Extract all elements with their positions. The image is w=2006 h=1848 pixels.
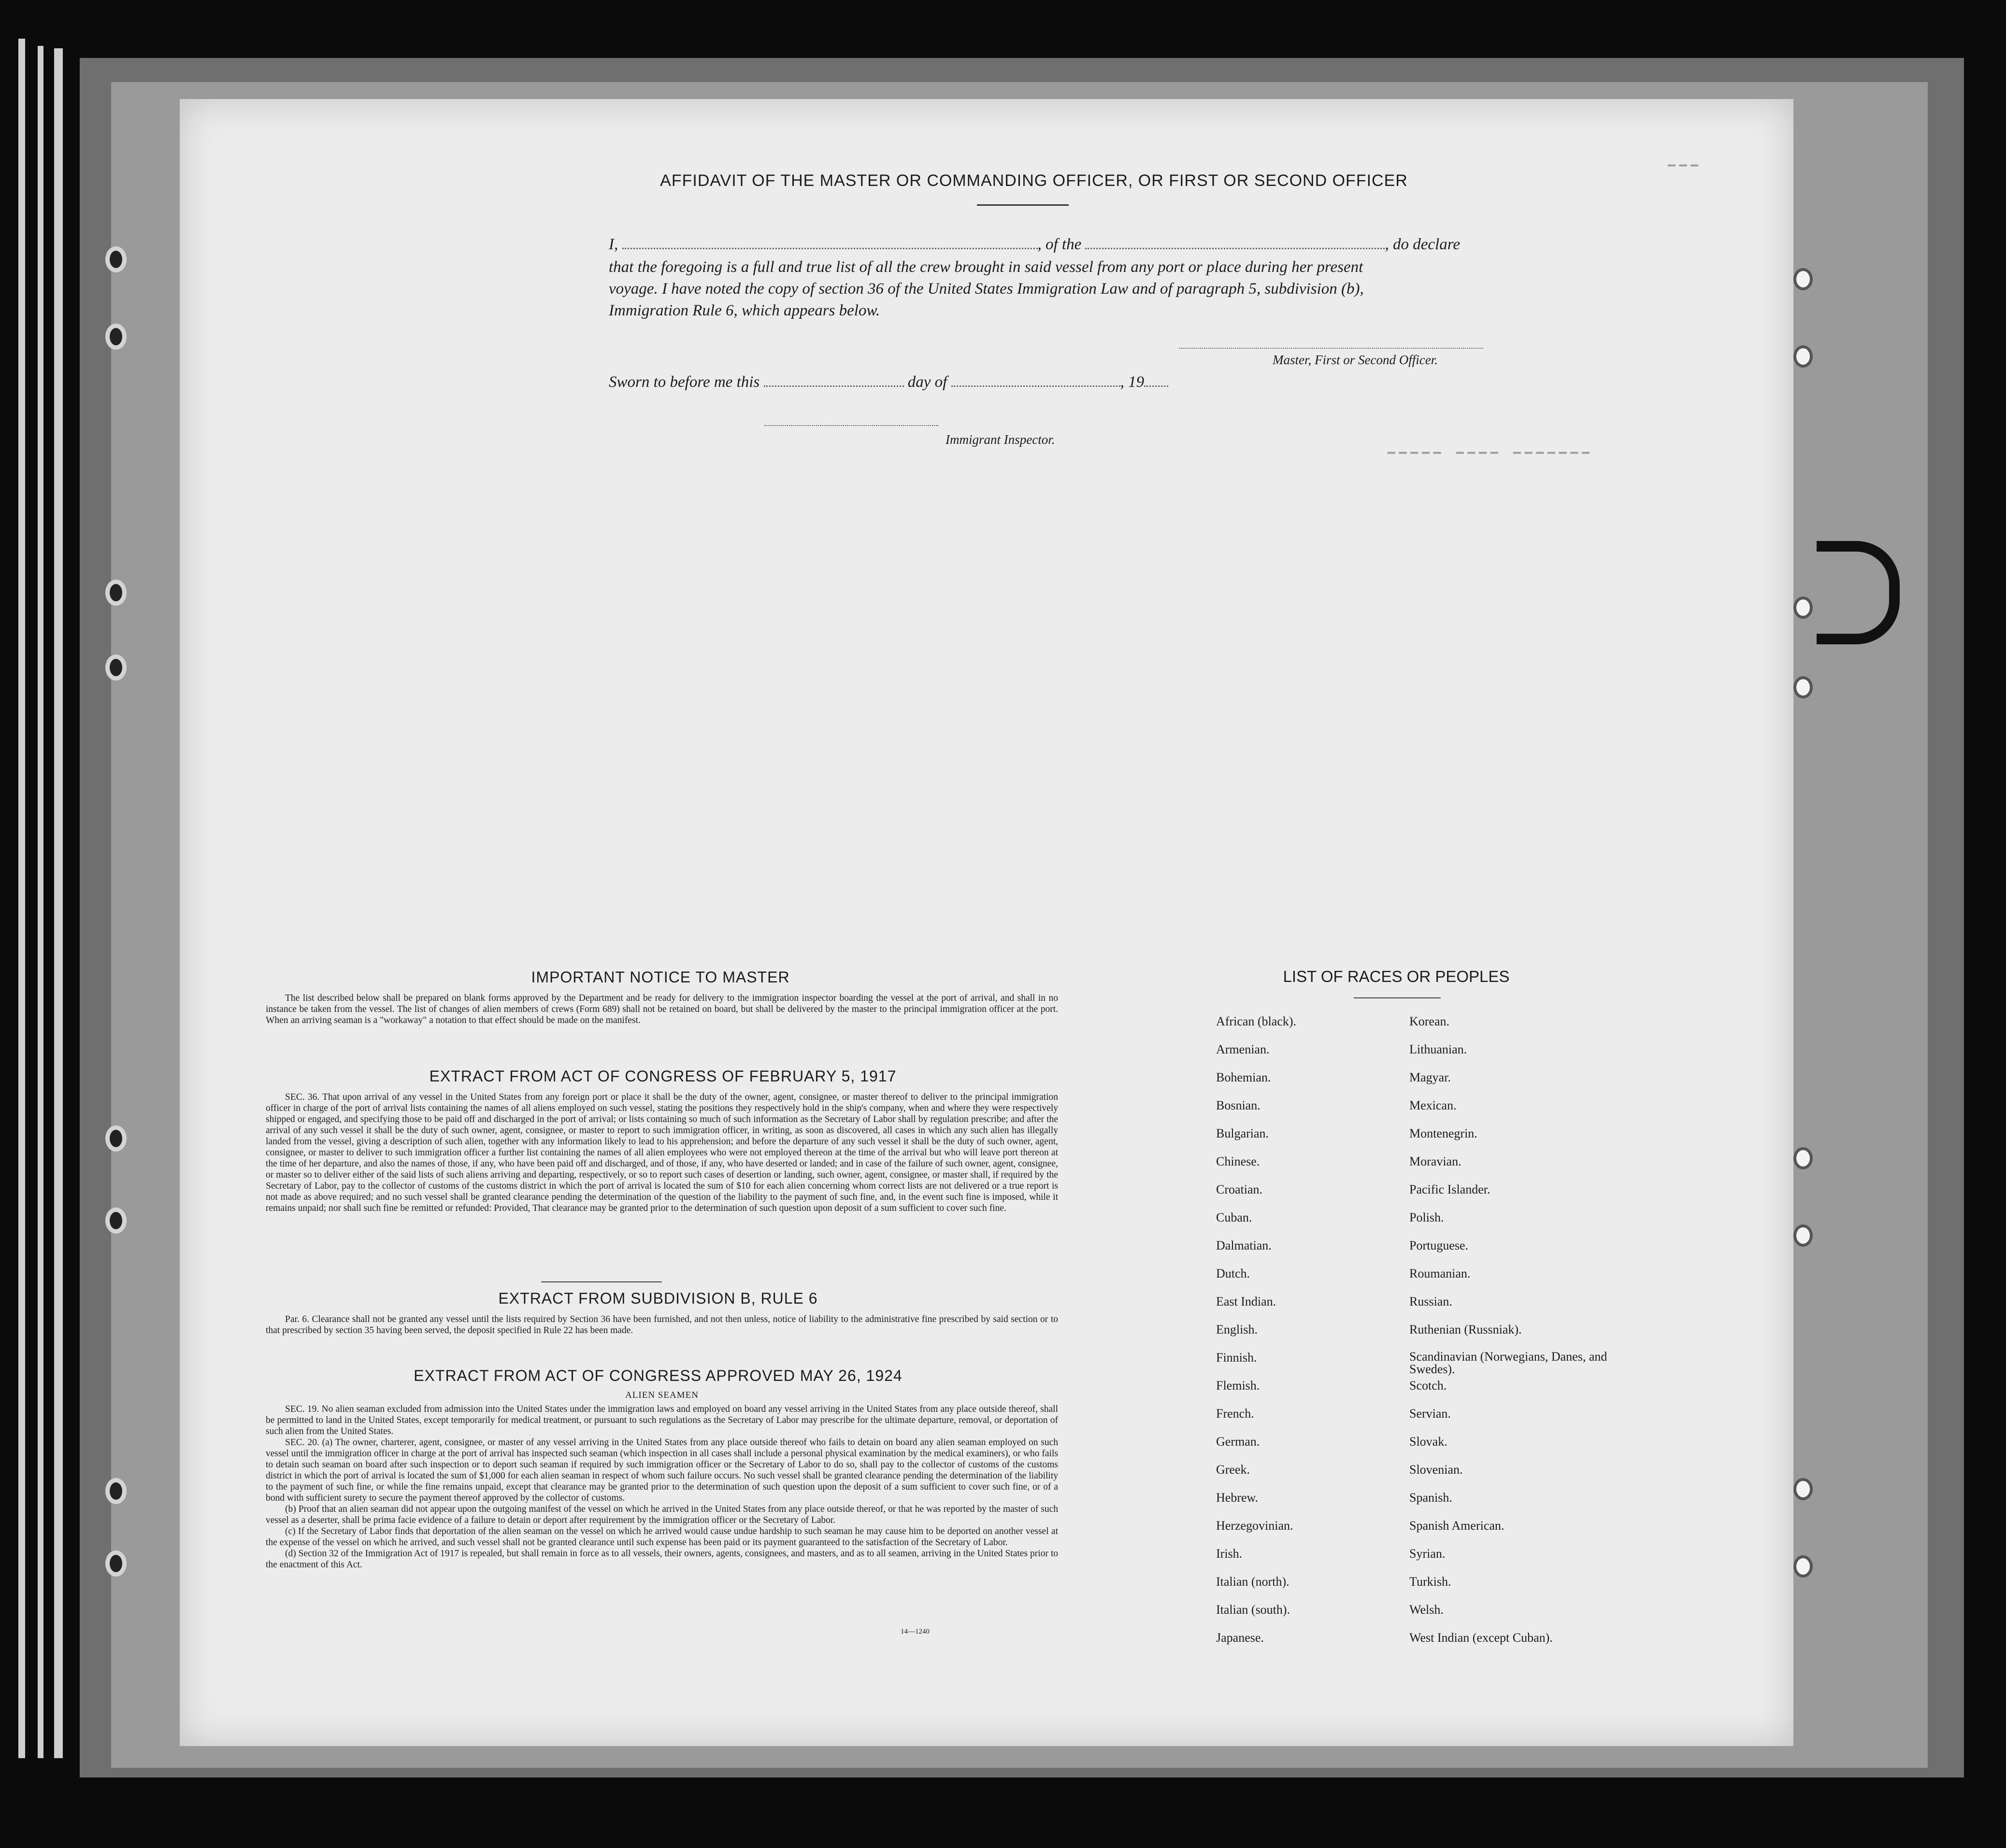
race-item: Croatian. [1216, 1182, 1263, 1196]
binder-hole [105, 1550, 127, 1577]
punch-hole [1793, 1478, 1813, 1500]
notice-text [266, 993, 1058, 1026]
race-item: Korean. [1409, 1014, 1450, 1028]
notice-heading: IMPORTANT NOTICE TO MASTER [531, 968, 790, 986]
races-heading-rule [1354, 997, 1441, 998]
inspector-signature-label: Immigrant Inspector. [946, 432, 1055, 447]
race-item: African (black). [1216, 1014, 1297, 1028]
race-item: Bosnian. [1216, 1098, 1261, 1112]
race-item: Herzegovinian. [1216, 1519, 1293, 1533]
name-blank [622, 248, 1038, 249]
race-item: Ruthenian (Russniak). [1409, 1322, 1522, 1336]
master-signature-line [1179, 348, 1483, 349]
race-item: Italian (south). [1216, 1603, 1290, 1617]
title-rule [977, 204, 1069, 206]
inspector-signature-line [764, 425, 938, 426]
year-blank [1144, 385, 1168, 387]
punch-hole [1793, 345, 1813, 368]
act-1924-sec20a: SEC. 20. (a) The owner, charterer, agent, consignee, or master of any vessel arriving in the United States from any place outside thereof who fails to detain on board any alien seaman employed on such vessel until the immigration officer in charge at the port of arrival has inspected such seaman (which inspection in all cases shall include a personal physical examination by the medical examiners), or who fails to detain such seaman on board after such inspection or to deport such seaman if required by such immigration officer or the Secretary of Labor to do so, shall pay to the collector of customs of the customs district in which the port of arrival is located the sum of $1,000 for each alien seaman in respect of whom such failure occurs. No such vessel shall be granted clearance pending the determination of the liability to the payment of such fine, or while the fine remains unpaid, except that clearance may be granted prior to the determination of such question upon the deposit of a sum sufficient to cover such fine, or of a bond with sufficient surety to secure the payment thereof approved by the collector of customs. [266, 1437, 1058, 1503]
vessel-blank [1085, 248, 1385, 249]
rule6-heading: EXTRACT FROM SUBDIVISION B, RULE 6 [498, 1290, 818, 1307]
affidavit-text-line: Immigration Rule 6, which appears below. [609, 302, 880, 319]
binder-hole [105, 1478, 127, 1504]
act-1917-paragraph: SEC. 36. That upon arrival of any vessel in the United States from any foreign port or place it shall be the duty of the owner, agent, consignee, or master thereof to deliver to the principal immigration officer in charge of the port of arrival lists containing the names of all aliens employed on such vessel, stating the positions they respectively hold in the ship's company, when and where they were respectively shipped or engaged, and specifying those to be paid off and discharged in the port of arrival; or lists containing so much of such information as the Secretary of Labor shall by regulation prescribe; and after the arrival of any such vessel it shall be the duty of such owner, agent, consignee, or master to report to such immigration officer, in writing, as soon as discovered, all cases in which any such alien has illegally landed from the vessel, giving a description of such alien, together with any information likely to lead to his apprehension; and before the departure of any such vessel it shall be the duty of such owner, agent, consignee, or master to deliver to such immigration officer a further list containing the names of all alien employees who were not employed thereon at the time of the arrival but who will leave port thereon at the time of her departure, and also the names of those, if any, who have been paid off and discharged, and of those, if any, who have deserted or landed; and in case of the failure of such owner, agent, consignee, or master so to deliver either of the said lists of such aliens arriving and departing, respectively, or so to report such cases of desertion or landing, such owner, agent, consignee, or master shall, if required by the Secretary of Labor, pay to the collector of customs of the customs district in which the port of arrival is located the sum of $10 for each alien concerning whom correct lists are not delivered or a true report is not made as above required; and no such vessel shall be granted clearance pending the determination of the question of the liability to the payment of such fine, and, in the event such fine is imposed, while it remains unpaid; nor shall such fine be remitted or refunded: Provided, That clearance may be granted prior to the determination of such question upon deposit of a sum sufficient to cover such fine. [266, 1092, 1058, 1213]
race-item: French. [1216, 1407, 1254, 1421]
race-item: Portuguese. [1409, 1238, 1469, 1252]
act-1917-text [266, 1092, 1058, 1214]
race-item: Welsh. [1409, 1603, 1444, 1617]
race-item: English. [1216, 1322, 1258, 1336]
punch-hole [1793, 676, 1813, 698]
binder-hole [105, 654, 127, 681]
affidavit-title: AFFIDAVIT OF THE MASTER OR COMMANDING OFFICER, OR FIRST OR SECOND OFFICER [660, 171, 1408, 190]
race-item: Turkish. [1409, 1575, 1451, 1589]
affidavit-text-line: that the foregoing is a full and true list of all the crew brought in said vessel from any port or place during her present [609, 258, 1363, 276]
race-item: Spanish. [1409, 1491, 1452, 1505]
day-blank [764, 385, 904, 387]
affidavit-do-declare: , do declare [1385, 236, 1460, 253]
race-item: Finnish. [1216, 1350, 1257, 1365]
notice-paragraph: The list described below shall be prepared on blank forms approved by the Department and be ready for delivery to the immigration inspector boarding the vessel at the port of arrival, and shall in no instance be taken from the vessel. The list of changes of alien members of crews (Form 689) shall not be retained on board, but shall be delivered by the master to the principal immigration officer at the port. When an arriving seaman is a "workaway" a notation to that effect should be made on the manifest. [266, 993, 1058, 1025]
race-item: Bulgarian. [1216, 1126, 1269, 1140]
sworn-line [609, 373, 1168, 391]
act-1924-sec20d: (d) Section 32 of the Immigration Act of 1917 is repealed, but shall remain in force as to all vessels, their owners, agents, consignees, and masters, and as to all seamen, arriving in the United States prior to the enactment of this Act. [266, 1549, 1058, 1570]
act-1924-text [266, 1389, 1058, 1570]
race-item: Hebrew. [1216, 1491, 1259, 1505]
race-item: Flemish. [1216, 1379, 1260, 1393]
binder-edge [38, 46, 43, 1758]
sworn-day-of: day of [907, 373, 947, 391]
race-item: Irish. [1216, 1547, 1243, 1561]
binder-hole [105, 1125, 127, 1151]
races-heading: LIST OF RACES OR PEOPLES [1283, 967, 1510, 985]
race-item: Armenian. [1216, 1042, 1270, 1056]
alien-seamen-subheading: ALIEN SEAMEN [625, 1390, 699, 1400]
race-item: West Indian (except Cuban). [1409, 1631, 1553, 1645]
race-item: Greek. [1216, 1463, 1250, 1477]
race-item: Moravian. [1409, 1154, 1462, 1168]
month-blank [951, 385, 1120, 387]
race-item: Cuban. [1216, 1210, 1252, 1224]
binder-hole [105, 246, 127, 272]
binder-hole [105, 580, 127, 606]
rule6-paragraph: Par. 6. Clearance shall not be granted any vessel until the lists required by Section 36 have been furnished, and not then unless, notice of liability to the administrative fine prescribed by said section or to that prescribed by section 35 having been served, the deposit specified in Rule 22 has been made. [266, 1314, 1058, 1336]
document-page [180, 99, 1793, 1746]
race-item: Pacific Islander. [1409, 1182, 1490, 1196]
binder-hole [105, 324, 127, 350]
binder-edge [54, 48, 63, 1758]
race-item: Italian (north). [1216, 1575, 1290, 1589]
races-column-2 [1409, 1014, 1612, 1659]
race-item: Dutch. [1216, 1266, 1250, 1280]
race-item: Bohemian. [1216, 1070, 1271, 1084]
race-item: Mexican. [1409, 1098, 1457, 1112]
affidavit-of-the: , of the [1037, 236, 1082, 253]
race-item: Servian. [1409, 1407, 1451, 1421]
bleed-through: ▁▁▁▁▁ ▁▁▁▁ ▁▁▁▁▁▁▁ ▁▁▁ [1388, 153, 1702, 455]
race-item: Slovenian. [1409, 1463, 1463, 1477]
form-number: 14—1240 [901, 1628, 930, 1635]
act-1924-sec19: SEC. 19. No alien seaman excluded from admission into the United States under the immigration laws and employed on board any vessel arriving in the United States from any place outside thereof, shall be permitted to land in the United States, except temporarily for medical treatment, or pursuant to such regulations as the Secretary of Labor may prescribe for the ultimate departure, removal, or deportation of such alien from the United States. [266, 1404, 1058, 1436]
race-item: Polish. [1409, 1210, 1444, 1224]
race-item: Lithuanian. [1409, 1042, 1467, 1056]
act-1924-sec20c: (c) If the Secretary of Labor finds that deportation of the alien seaman on the vessel on which he arrived would cause undue hardship to such seaman he may cause him to be deported on another vessel at the expense of the vessel on which he arrived, and such vessel shall not be granted clearance until such expense has been paid or its payment guaranteed to the satisfaction of the Secretary of Labor. [266, 1526, 1058, 1548]
race-item: Scotch. [1409, 1379, 1447, 1393]
punch-hole [1793, 1224, 1813, 1247]
sworn-prefix: Sworn to before me this [609, 373, 760, 391]
race-item: East Indian. [1216, 1294, 1276, 1308]
race-item: Magyar. [1409, 1070, 1451, 1084]
punch-hole [1793, 268, 1813, 290]
punch-hole [1793, 1147, 1813, 1169]
rule6-text [266, 1314, 1058, 1336]
punch-hole [1793, 1555, 1813, 1578]
punch-hole [1793, 597, 1813, 619]
race-item: Dalmatian. [1216, 1238, 1272, 1252]
race-item: Spanish American. [1409, 1519, 1504, 1533]
act-1924-sec20b: (b) Proof that an alien seaman did not appear upon the outgoing manifest of the vessel on which he arrived in the United States from any place outside thereof, or that he was reported by the master of such vessel as a deserter, shall be prima facie evidence of a failure to detain or deport after requirement by the immigration officer or the Secretary of Labor. [266, 1504, 1058, 1525]
races-column-1 [1216, 1014, 1390, 1659]
race-item: Russian. [1409, 1294, 1452, 1308]
race-item: Roumanian. [1409, 1266, 1471, 1280]
race-item: Japanese. [1216, 1631, 1264, 1645]
affidavit-i: I, [609, 236, 618, 253]
race-item: Slovak. [1409, 1435, 1447, 1449]
affidavit-declaration-line [609, 236, 1460, 254]
race-item: Chinese. [1216, 1154, 1260, 1168]
sworn-year: , 19 [1120, 373, 1145, 391]
race-item: German. [1216, 1435, 1260, 1449]
binder-tab [1817, 541, 1900, 644]
act-1924-heading: EXTRACT FROM ACT OF CONGRESS APPROVED MAY 26, 1924 [414, 1367, 903, 1384]
race-item: Montenegrin. [1409, 1126, 1477, 1140]
affidavit-text-line: voyage. I have noted the copy of section 36 of the United States Immigration Law and of paragraph 5, subdivision (b), [609, 280, 1364, 298]
binder-hole [105, 1208, 127, 1234]
race-item: Syrian. [1409, 1547, 1446, 1561]
binder-edge [18, 39, 25, 1758]
section-rule [541, 1281, 662, 1282]
master-signature-label: Master, First or Second Officer. [1273, 353, 1438, 367]
race-item: Scandinavian (Norwegians, Danes, and Swedes). [1409, 1350, 1607, 1376]
act-1917-heading: EXTRACT FROM ACT OF CONGRESS OF FEBRUARY 5, 1917 [429, 1067, 897, 1085]
